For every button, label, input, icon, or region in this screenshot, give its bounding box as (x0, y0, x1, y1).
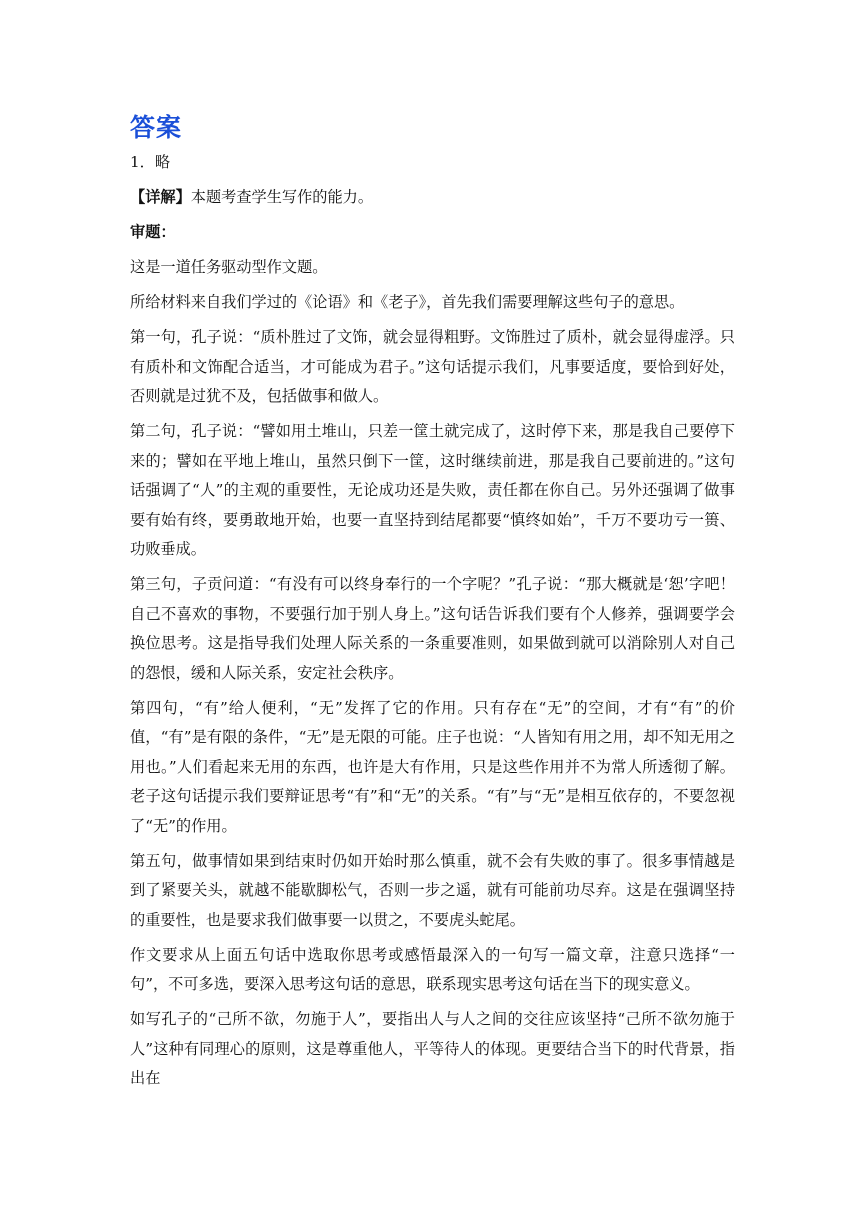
question-number: 1．略 (130, 153, 171, 171)
paragraph-sentence-3: 第三句，子贡问道：“有没有可以终身奉行的一个字呢？”孔子说：“那大概就是‘恕’字吧！自己不喜欢的事物，不要强行加于别人身上。”这句话告诉我们要有个人修养，强调要学会换位思考。这是指导我们处理人际关系的一条重要准则，如果做到就可以消除别人对自己的怨恨，缓和人际关系，安定社会秩序。 (130, 575, 735, 682)
paragraph-sentence-1: 第一句，孔子说：“质朴胜过了文饰，就会显得粗野。文饰胜过了质朴，就会显得虚浮。只有质朴和文饰配合适当，才可能成为君子。”这句话提示我们，凡事要适度，要恰到好处，否则就是过犹不及，包括做事和做人。 (130, 328, 735, 405)
paragraph-material-source: 所给材料来自我们学过的《论语》和《老子》，首先我们需要理解这些句子的意思。 (130, 293, 685, 311)
detail-label: 【详解】 (130, 188, 191, 206)
detail-line (130, 183, 735, 213)
answer-section (130, 108, 735, 1099)
analysis-heading: 审题： (130, 223, 176, 241)
answer-title: 答案 (130, 113, 183, 142)
detail-text: 本题考查学生写作的能力。 (190, 188, 373, 206)
paragraph-task-type: 这是一道任务驱动型作文题。 (130, 258, 328, 276)
paragraph-sentence-2: 第二句，孔子说：“譬如用土堆山，只差一筐土就完成了，这时停下来，那是我自己要停下来的；譬如在平地上堆山，虽然只倒下一筐，这时继续前进，那是我自己要前进的。”这句话强调了“人”的主观的重要性，无论成功还是失败，责任都在你自己。另外还强调了做事要有始有终，要勇敢地开始，也要一直坚持到结尾都要“慎终如始”，千万不要功亏一篑、功败垂成。 (130, 422, 735, 558)
paragraph-writing-requirement: 作文要求从上面五句话中选取你思考或感悟最深入的一句写一篇文章，注意只选择“一句”，不可多选，要深入思考这句话的意思，联系现实思考这句话在当下的现实意义。 (130, 945, 735, 993)
paragraph-sentence-4: 第四句，“有”给人便利，“无”发挥了它的作用。只有存在“无”的空间，才有“有”的价值，“有”是有限的条件，“无”是无限的可能。庄子也说：“人皆知有用之用，却不知无用之用也。”人们看起来无用的东西，也许是大有作用，只是这些作用并不为常人所透彻了解。老子这句话提示我们要辩证思考“有”和“无”的关系。“有”与“无”是相互依存的，不要忽视了“无”的作用。 (130, 698, 735, 835)
paragraph-example: 如写孔子的“己所不欲，勿施于人”，要指出人与人之间的交往应该坚持“己所不欲勿施于人”这种有同理心的原则，这是尊重他人，平等待人的体现。更要结合当下的时代背景，指出在 (130, 1010, 735, 1087)
paragraph-sentence-5: 第五句，做事情如果到结束时仍如开始时那么慎重，就不会有失败的事了。很多事情越是到了紧要关头，就越不能歇脚松气，否则一步之遥，就有可能前功尽弃。这是在强调坚持的重要性，也是要求我们做事要一以贯之，不要虎头蛇尾。 (130, 851, 735, 929)
